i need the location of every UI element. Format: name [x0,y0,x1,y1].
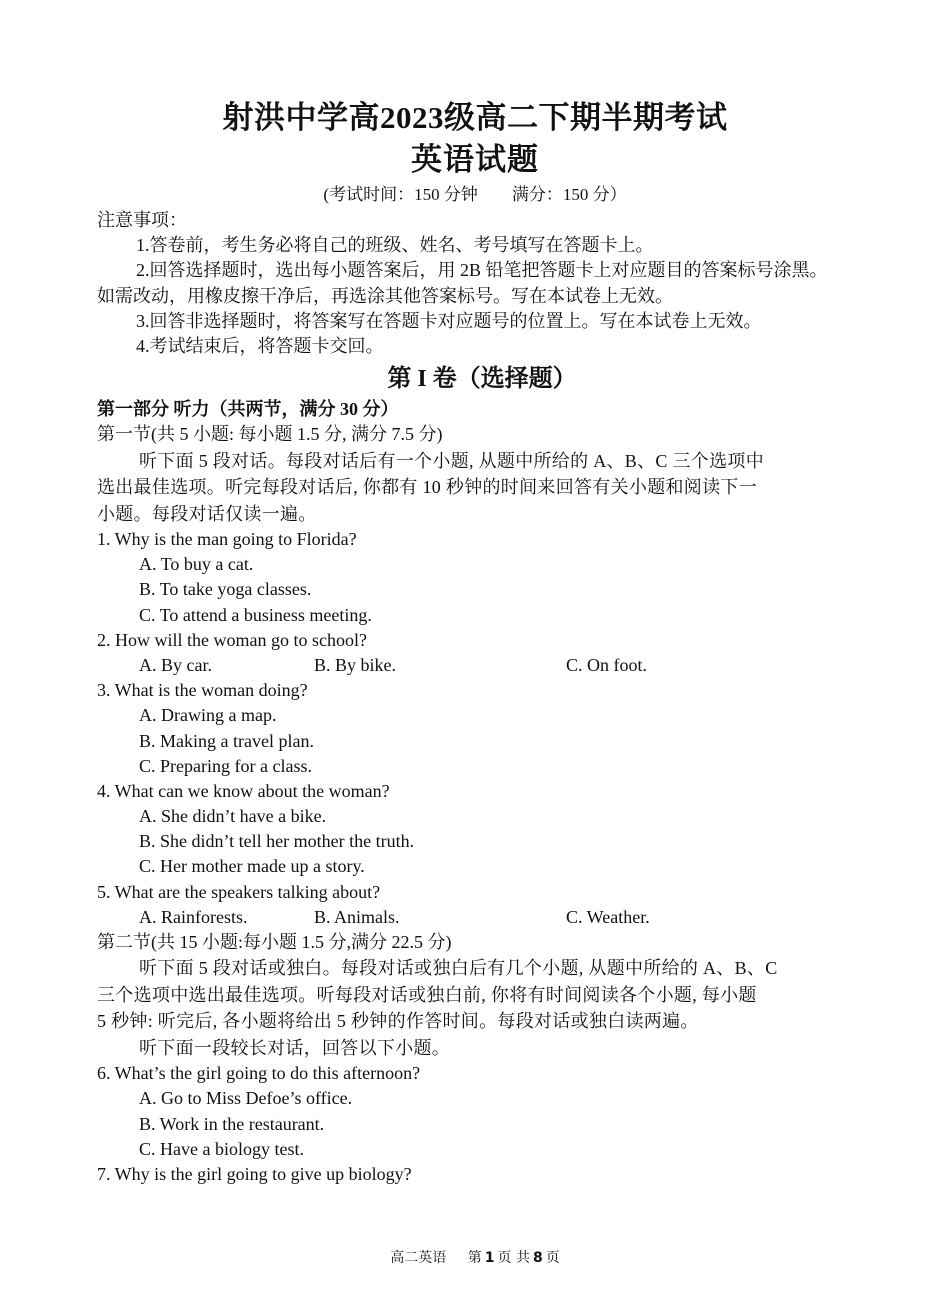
question-stem: 7. Why is the girl going to give up biology? [97,1163,412,1184]
answer-option: B. To take yoga classes. [139,579,312,600]
answer-option: B. Making a travel plan. [139,730,314,751]
answer-option: A. To buy a cat. [139,554,254,575]
section2-heading: 第二节(共 15 小题:每小题 1.5 分,满分 22.5 分) [97,932,452,952]
notice-item: 2.回答选择题时，选出每小题答案后，用 2B 铅笔把答题卡上对应题目的答案标号涂黑。 [136,260,828,281]
section2-instructions: 听下面 5 段对话或独白。每段对话或独白后有几个小题, 从题中所给的 A、B、C [139,958,778,979]
answer-option: C. Preparing for a class. [139,755,312,776]
part1-heading: 第一部分 听力（共两节，满分 30 分） [97,399,399,420]
answer-option: B. Work in the restaurant. [139,1113,325,1134]
option-row [97,653,867,678]
notice-heading: 注意事项： [97,210,187,230]
section2-prompt: 听下面一段较长对话，回答以下小题。 [139,1037,451,1058]
section2-instructions: 5 秒钟: 听完后, 各小题将给出 5 秒钟的作答时间。每段对话或独白读两遍。 [97,1011,699,1032]
exam-title: 射洪中学高2023级高二下期半期考试 [222,100,728,135]
exam-subtitle: 英语试题 [411,142,539,177]
answer-option: B. By bike. [314,654,397,675]
answer-option: B. She didn’t tell her mother the truth. [139,831,415,852]
section1-instructions: 选出最佳选项。听完每段对话后, 你都有 10 秒钟的时间来回答有关小题和阅读下一 [97,477,757,497]
exam-body [97,208,867,1187]
question-stem: 3. What is the woman doing? [97,680,308,701]
answer-option: C. Weather. [566,906,650,927]
notice-item: 3.回答非选择题时，将答案写在答题卡对应题号的位置上。写在本试卷上无效。 [136,310,762,331]
footer-page-suffix: 页 [545,1250,560,1266]
question-stem: 5. What are the speakers talking about? [97,881,381,902]
notice-item: 1.答卷前，考生务必将自己的班级、姓名、考号填写在答题卡上。 [136,235,654,256]
notice-item: 4.考试结束后，将答题卡交回。 [136,335,384,356]
question-stem: 2. How will the woman go to school? [97,629,367,650]
answer-option: A. Go to Miss Defoe’s office. [139,1088,353,1109]
answer-option: C. Have a biology test. [139,1138,304,1159]
section1-instructions: 听下面 5 段对话。每段对话后有一个小题, 从题中所给的 A、B、C 三个选项中 [139,450,765,471]
section1-heading: 第一节(共 5 小题: 每小题 1.5 分, 满分 7.5 分) [97,424,443,445]
page-footer [0,1248,950,1268]
notice-item-continued: 如需改动，用橡皮擦干净后，再选涂其他答案标号。写在本试卷上无效。 [97,285,673,306]
section2-instructions: 三个选项中选出最佳选项。听每段对话或独白前, 你将有时间阅读各个小题, 每小题 [97,984,757,1005]
question-stem: 4. What can we know about the woman? [97,780,390,801]
answer-option: A. Drawing a map. [139,705,277,726]
answer-option: A. By car. [139,654,212,675]
footer-page-total: 8 [532,1250,543,1266]
question-stem: 1. Why is the man going to Florida? [97,529,357,549]
footer-subject: 高二英语 [390,1250,447,1266]
footer-page-prefix: 第 [467,1250,482,1266]
answer-option: C. On foot. [566,654,647,675]
option-row [97,905,867,930]
footer-page-number: 1 [484,1250,495,1266]
section1-instructions: 小题。每段对话仅读一遍。 [97,503,317,524]
footer-page-mid: 页 共 [497,1250,530,1266]
answer-option: C. Her mother made up a story. [139,856,365,877]
answer-option: A. Rainforests. [139,906,248,927]
answer-option: C. To attend a business meeting. [139,604,372,625]
volume-title: 第 I 卷（选择题） [387,366,577,393]
answer-option: A. She didn’t have a bike. [139,806,327,827]
answer-option: B. Animals. [314,906,400,927]
question-stem: 6. What’s the girl going to do this afternoon? [97,1063,421,1084]
exam-info: (考试时间：150 分钟 满分：150 分） [323,185,627,204]
